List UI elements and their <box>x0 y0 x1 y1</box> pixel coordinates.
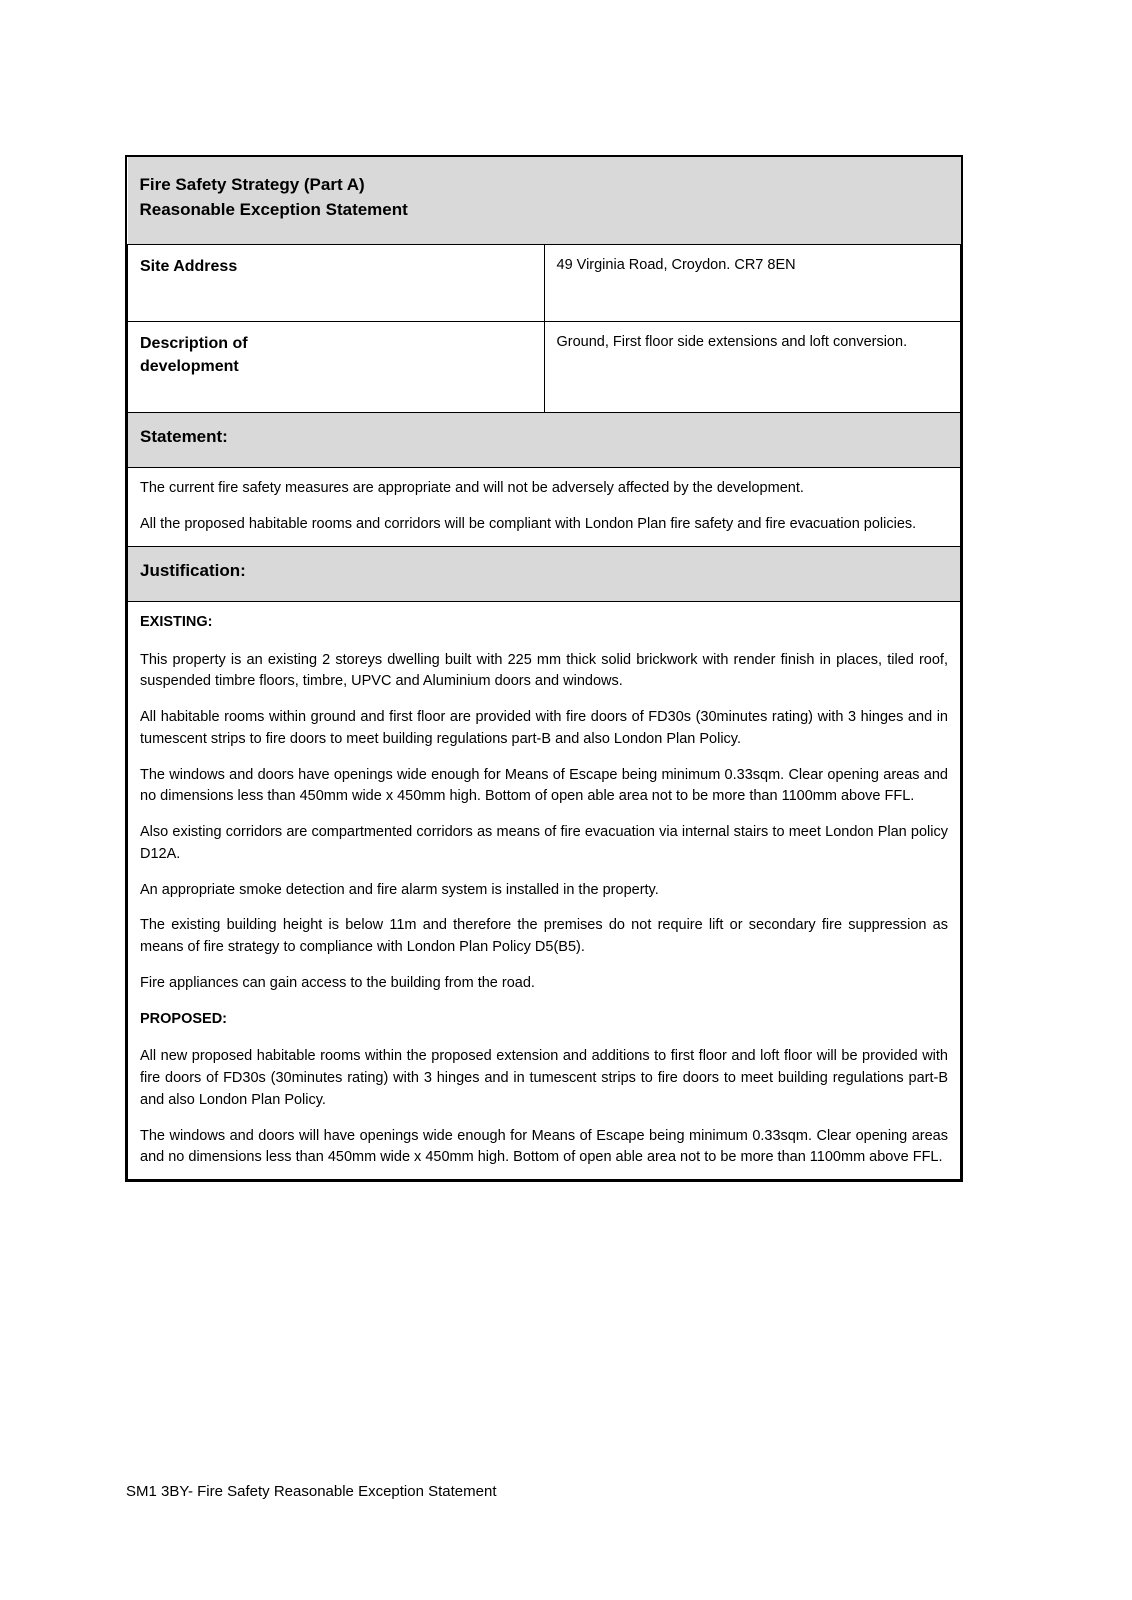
statement-heading: Statement: <box>128 413 961 468</box>
page-footer: SM1 3BY- Fire Safety Reasonable Exception Statement <box>126 1483 497 1500</box>
description-label <box>128 322 545 413</box>
fire-safety-statement-table <box>125 155 963 1182</box>
statement-body <box>128 468 961 547</box>
existing-paragraph: Fire appliances can gain access to the building from the road. <box>140 974 535 991</box>
existing-paragraph: All habitable rooms within ground and first floor are provided with fire doors of FD30s (30minutes rating) with 3 hinges and in tumescent strips to fire doors to meet building regulations part-B and also London Plan Policy. <box>140 709 948 747</box>
existing-paragraph: An appropriate smoke detection and fire alarm system is installed in the property. <box>140 881 659 898</box>
description-value: Ground, First floor side extensions and loft conversion. <box>544 322 961 413</box>
document-title-line-1: Fire Safety Strategy (Part A) <box>139 175 365 194</box>
existing-paragraph: This property is an existing 2 storeys dwelling built with 225 mm thick solid brickwork with render finish in places, tiled roof, suspended timbre floors, timbre, UPVC and Aluminium doors and windows. <box>140 651 948 690</box>
statement-heading-row <box>128 413 961 468</box>
statement-paragraph: The current fire safety measures are appropriate and will not be adversely affected by the development. <box>140 480 804 497</box>
statement-body-row <box>128 468 961 547</box>
proposed-subheading: PROPOSED: <box>140 1010 228 1027</box>
site-address-row <box>128 245 961 322</box>
site-address-label: Site Address <box>128 245 545 322</box>
existing-paragraph: Also existing corridors are compartmented corridors as means of fire evacuation via internal stairs to meet London Plan policy D12A. <box>140 824 948 862</box>
document-title-line-2: Reasonable Exception Statement <box>139 199 408 219</box>
justification-heading: Justification: <box>128 546 961 601</box>
description-row <box>128 322 961 413</box>
document-title-cell <box>128 157 961 245</box>
site-address-value: 49 Virginia Road, Croydon. CR7 8EN <box>544 245 961 322</box>
proposed-paragraph: The windows and doors will have openings wide enough for Means of Escape being minimum 0.33sqm. Clear opening areas and no dimensions less than 450mm wide x 450mm high. Bottom of open able area not to be more than 1100mm above FFL. <box>140 1127 948 1166</box>
existing-paragraph: The windows and doors have openings wide enough for Means of Escape being minimum 0.33sqm. Clear opening areas and no dimensions less than 450mm wide x 450mm high. Bottom of open able area not to be more than 1100mm above FFL. <box>140 766 948 805</box>
proposed-paragraph: All new proposed habitable rooms within the proposed extension and additions to first floor and loft floor will be provided with fire doors of FD30s (30minutes rating) with 3 hinges and in tumescent strips to fire doors to meet building regulations part-B and also London Plan Policy. <box>140 1048 948 1108</box>
existing-subheading: EXISTING: <box>140 613 213 630</box>
description-label-line-1: Description of <box>140 335 248 353</box>
justification-heading-row <box>128 546 961 601</box>
existing-paragraph: The existing building height is below 11m and therefore the premises do not require lift or secondary fire suppression as means of fire strategy to compliance with London Plan Policy D5(B5). <box>140 917 948 956</box>
justification-body <box>128 601 961 1179</box>
statement-paragraph: All the proposed habitable rooms and corridors will be compliant with London Plan fire safety and fire evacuation policies. <box>140 516 917 533</box>
justification-body-row <box>128 601 961 1179</box>
description-label-line-2: development <box>140 358 239 376</box>
document-header-row <box>128 157 961 245</box>
